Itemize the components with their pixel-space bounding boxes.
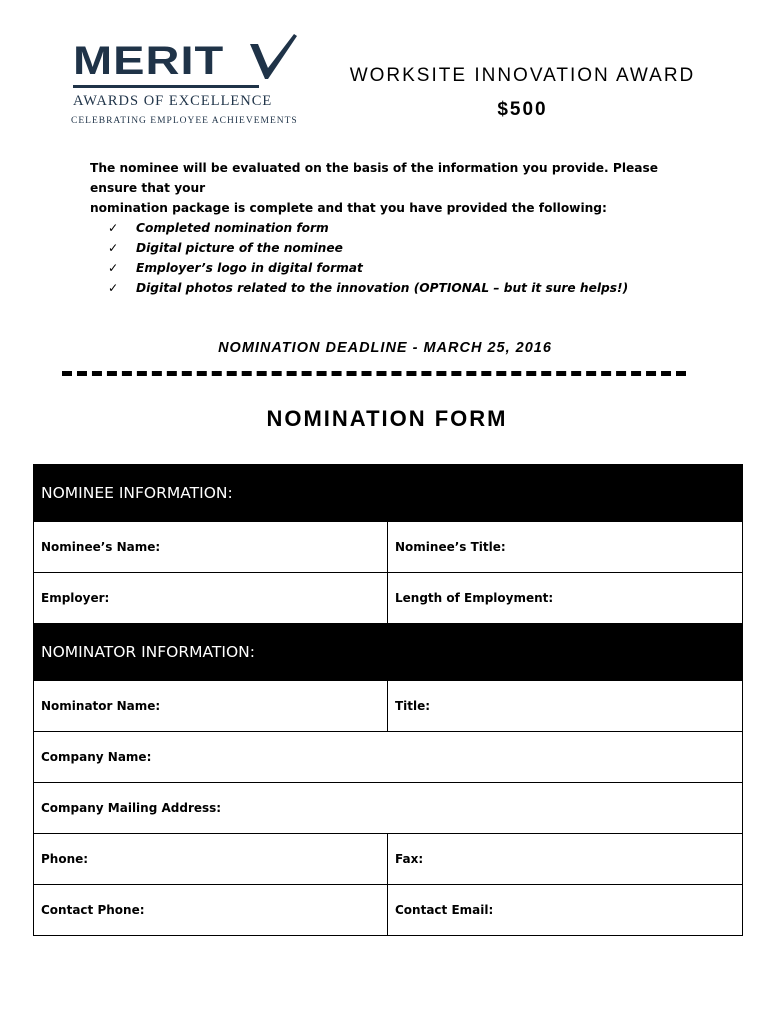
nomination-form-table (33, 464, 743, 936)
fax-field[interactable]: Fax: (388, 834, 743, 885)
logo-wordmark: MERIT (73, 37, 225, 83)
nominee-section-header: NOMINEE INFORMATION: (34, 465, 743, 522)
logo-tagline: AWARDS OF EXCELLENCE (73, 93, 273, 109)
nominator-section-header: NOMINATOR INFORMATION: (34, 624, 743, 681)
checkmark-icon: ✓ (108, 261, 119, 275)
intro-text (90, 158, 690, 218)
nomination-deadline: NOMINATION DEADLINE - MARCH 25, 2016 (218, 340, 552, 356)
contact-phone-field[interactable]: Contact Phone: (34, 885, 388, 936)
intro-line: nomination package is complete and that you have provided the following: (90, 201, 607, 215)
company-mailing-address-field[interactable]: Company Mailing Address: (34, 783, 743, 834)
phone-field[interactable]: Phone: (34, 834, 388, 885)
nominee-name-field[interactable]: Nominee’s Name: (34, 522, 388, 573)
length-of-employment-field[interactable]: Length of Employment: (388, 573, 743, 624)
nominator-title-field[interactable]: Title: (388, 681, 743, 732)
logo-subtagline: CELEBRATING EMPLOYEE ACHIEVEMENTS (71, 116, 298, 126)
merit-logo (70, 32, 310, 132)
checkmark-icon: ✓ (108, 221, 119, 235)
nominator-section-header-row (34, 624, 743, 681)
checkmark-icon (248, 32, 298, 80)
requirement-item: ✓ Digital photos related to the innovation (OPTIONAL – but it sure helps!) (108, 278, 628, 298)
contact-email-field[interactable]: Contact Email: (388, 885, 743, 936)
table-row (34, 681, 743, 732)
table-row (34, 732, 743, 783)
table-row (34, 573, 743, 624)
requirements-list (108, 218, 628, 298)
intro-line: The nominee will be evaluated on the basis of the information you provide. Please ensure that your (90, 161, 659, 195)
checkmark-icon: ✓ (108, 241, 119, 255)
employer-field[interactable]: Employer: (34, 573, 388, 624)
nominee-section-header-row (34, 465, 743, 522)
nominee-title-field[interactable]: Nominee’s Title: (388, 522, 743, 573)
checkmark-icon: ✓ (108, 281, 119, 295)
cut-line-divider (62, 371, 686, 376)
requirement-item: ✓ Completed nomination form (108, 218, 628, 238)
requirement-item: ✓ Digital picture of the nominee (108, 238, 628, 258)
company-name-field[interactable]: Company Name: (34, 732, 743, 783)
award-amount: $500 (497, 99, 548, 120)
table-row (34, 783, 743, 834)
nominator-name-field[interactable]: Nominator Name: (34, 681, 388, 732)
requirement-item: ✓ Employer’s logo in digital format (108, 258, 628, 278)
table-row (34, 885, 743, 936)
form-title: NOMINATION FORM (266, 406, 508, 431)
logo-divider (73, 85, 259, 88)
table-row (34, 834, 743, 885)
table-row (34, 522, 743, 573)
award-title: WORKSITE INNOVATION AWARD (349, 65, 696, 86)
